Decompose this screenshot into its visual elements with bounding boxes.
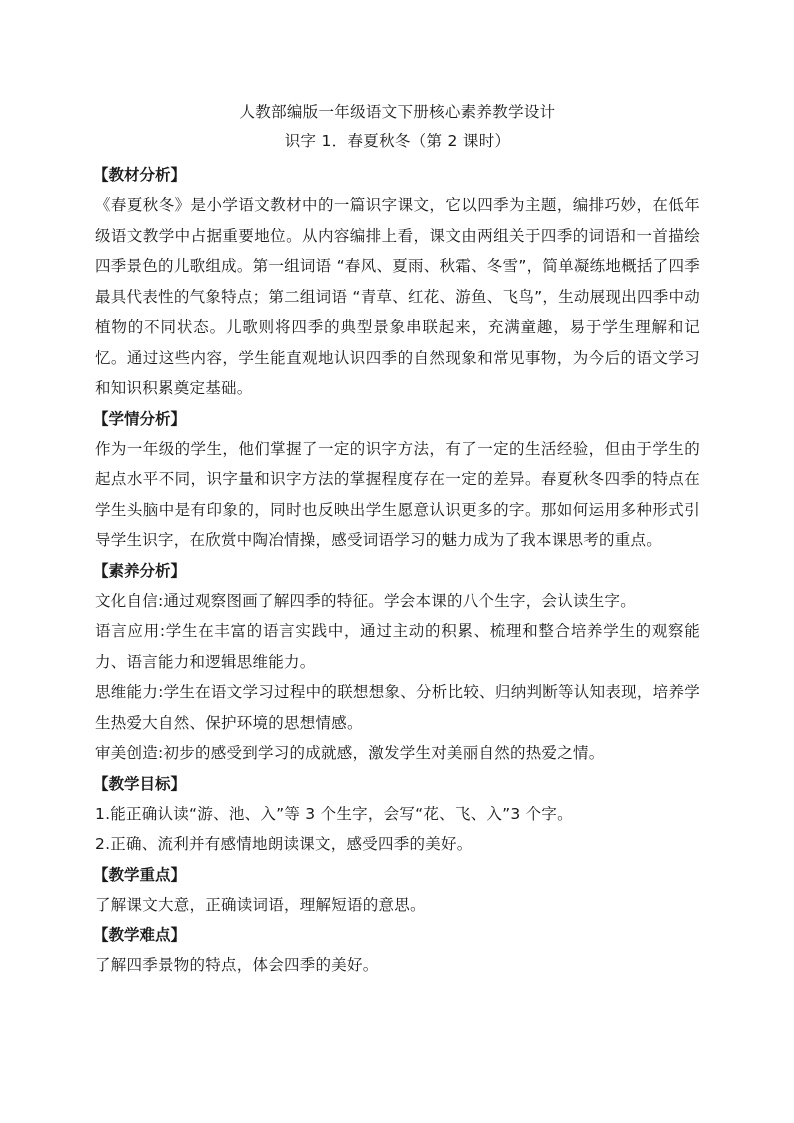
section-heading: 【教学难点】 [93,926,187,944]
document-title: 人教部编版一年级语文下册核心素养教学设计 [239,103,556,121]
section-paragraph: 了解四季景物的特点，体会四季的美好。 [95,956,379,974]
section-heading: 【素养分析】 [93,561,187,580]
section-heading: 【教学目标】 [93,774,187,793]
section-paragraph: 语言应用:学生在丰富的语言实践中，通过主动的积累、梳理和整合培养学生的观察能力、语言能力和逻辑思维能力。 [95,622,700,671]
document-page [95,95,700,981]
section-paragraph: 思维能力:学生在语文学习过程中的联想想象、分析比较、归纳判断等认知表现，培养学生热爱大自然、保护环境的思想情感。 [95,683,700,732]
section-teaching-focus [95,860,700,921]
section-paragraph: 了解课文大意，正确读词语，理解短语的意思。 [95,895,426,914]
section-student-analysis [95,404,700,556]
section-paragraph: 审美创造:初步的感受到学习的成就感，激发学生对美丽自然的热爱之情。 [95,744,605,762]
document-subtitle: 识字 1．春夏秋冬（第 2 课时） [284,132,511,150]
section-paragraph: 作为一年级的学生，他们掌握了一定的识字方法，有了一定的生活经验，但由于学生的起点水平不同，识字量和识字方法的掌握程度存在一定的差异。春夏秋冬四季的特点在学生头脑中是有印象的，同时也反映出学生愿意认识更多的字。那如何运用多种形式引导学生识字，在欣赏中陶冶情操，感受词语学习的魅力成为了我本课思考的重点。 [95,439,700,549]
section-heading: 【教学重点】 [93,865,187,884]
section-heading: 【学情分析】 [93,409,187,428]
section-textbook-analysis [95,160,700,404]
section-paragraph: 文化自信:通过观察图画了解四季的特征。学会本课的八个生字，会认读生字。 [95,591,636,610]
section-teaching-goals [95,769,700,860]
section-paragraph: 《春夏秋冬》是小学语文教材中的一篇识字课文，它以四季为主题，编排巧妙，在低年级语文教学中占据重要地位。从内容编排上看，课文由两组关于四季的词语和一首描绘四季景色的儿歌组成。第一组词语 “春风、夏雨、秋霜、冬雪”，简单凝练地概括了四季最具代表性的气象特点；第二组词语 “青草、红花、游鱼、飞鸟”，生动展现出四季中动植物的不同状态。儿歌则将四季的典型景象串联起来，充满童趣，易于学生理解和记忆。通过这些内容，学生能直观地认识四季的自然现象和常见事物，为今后的语文学习和知识积累奠定基础。 [95,196,700,397]
section-heading: 【教材分析】 [93,166,187,184]
section-teaching-difficulty [95,920,700,981]
section-literacy-analysis [95,556,700,769]
section-paragraph: 1.能正确认读“游、池、入”等 3 个生字，会写“花、飞、入”3 个字。 [95,804,573,823]
section-paragraph: 2.正确、流利并有感情地朗读课文，感受四季的美好。 [95,835,473,853]
